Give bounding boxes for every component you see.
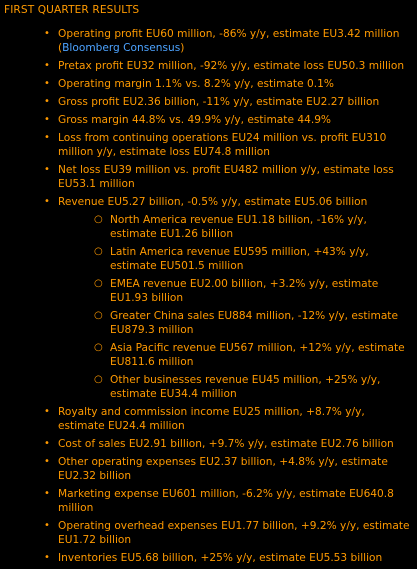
list-item [44,27,410,55]
sub-list-item [94,341,408,369]
sub-list-item-text: Greater China sales EU884 million, -12% y/y, estimate EU879.3 million [110,310,398,336]
results-list [44,27,410,569]
sub-list-item-text: Asia Pacific revenue EU567 million, +12% y/y, estimate EU811.6 million [110,342,405,368]
circle-bullet-icon: ○ [94,310,103,321]
list-item [44,551,410,565]
bullet-icon: • [44,438,50,449]
list-item-text-suffix: ) [180,42,185,54]
sub-list-item [94,213,408,241]
list-item-text: Other operating expenses EU2.37 billion, +4.8% y/y, estimate EU2.32 billion [58,456,388,482]
circle-bullet-icon: ○ [94,374,103,385]
bullet-icon: • [44,488,50,499]
list-item-text: Loss from continuing operations EU24 million vs. profit EU310 million y/y, estimate loss EU74.8 million [58,132,387,158]
bullet-icon: • [44,78,50,89]
sub-list-item-text: EMEA revenue EU2.00 billion, +3.2% y/y, estimate EU1.93 billion [110,278,379,304]
bullet-icon: • [44,96,50,107]
list-item-text: Royalty and commission income EU25 million, +8.7% y/y, estimate EU24.4 million [58,406,365,432]
bullet-icon: • [44,132,50,143]
list-item [44,95,410,109]
section-title: FIRST QUARTER RESULTS [4,4,140,16]
list-item-text: Inventories EU5.68 billion, +25% y/y, estimate EU5.53 billion [58,552,383,564]
list-item-text: Marketing expense EU601 million, -6.2% y/y, estimate EU640.8 million [58,488,394,514]
list-item [44,487,410,515]
list-item [44,405,410,433]
list-item-revenue [44,195,410,401]
bullet-icon: • [44,196,50,207]
circle-bullet-icon: ○ [94,214,103,225]
list-item-text: Operating profit EU60 million, -86% y/y, estimate EU3.42 million ( [58,28,400,54]
revenue-breakdown-list [94,213,408,401]
list-item [44,455,410,483]
list-item-text: Operating overhead expenses EU1.77 billion, +9.2% y/y, estimate EU1.72 billion [58,520,410,546]
sub-list-item-text: Other businesses revenue EU45 million, +25% y/y, estimate EU34.4 million [110,374,381,400]
sub-list-item [94,309,408,337]
list-item [44,437,410,451]
list-item [44,163,410,191]
list-item [44,131,410,159]
circle-bullet-icon: ○ [94,342,103,353]
list-item [44,59,410,73]
sub-list-item [94,277,408,305]
sub-list-item [94,245,408,273]
bullet-icon: • [44,60,50,71]
bullet-icon: • [44,28,50,39]
sub-list-item-text: North America revenue EU1.18 billion, -16% y/y, estimate EU1.26 billion [110,214,367,240]
bullet-icon: • [44,520,50,531]
sub-list-item-text: Latin America revenue EU595 million, +43% y/y, estimate EU501.5 million [110,246,369,272]
sub-list-item [94,373,408,401]
list-item-text: Operating margin 1.1% vs. 8.2% y/y, estimate 0.1% [58,78,334,90]
bullet-icon: • [44,114,50,125]
list-item-text: Cost of sales EU2.91 billion, +9.7% y/y, estimate EU2.76 billion [58,438,394,450]
circle-bullet-icon: ○ [94,278,103,289]
list-item-text: Revenue EU5.27 billion, -0.5% y/y, estimate EU5.06 billion [58,196,368,208]
list-item-text: Gross margin 44.8% vs. 49.9% y/y, estimate 44.9% [58,114,331,126]
list-item-text: Net loss EU39 million vs. profit EU482 million y/y, estimate loss EU53.1 million [58,164,394,190]
list-item [44,519,410,547]
bullet-icon: • [44,552,50,563]
list-item [44,113,410,127]
circle-bullet-icon: ○ [94,246,103,257]
list-item-text: Pretax profit EU32 million, -92% y/y, estimate loss EU50.3 million [58,60,405,72]
bullet-icon: • [44,456,50,467]
list-item-text: Gross profit EU2.36 billion, -11% y/y, estimate EU2.27 billion [58,96,380,108]
bloomberg-consensus-link[interactable]: Bloomberg Consensus [62,42,181,54]
bullet-icon: • [44,406,50,417]
bullet-icon: • [44,164,50,175]
list-item [44,77,410,91]
